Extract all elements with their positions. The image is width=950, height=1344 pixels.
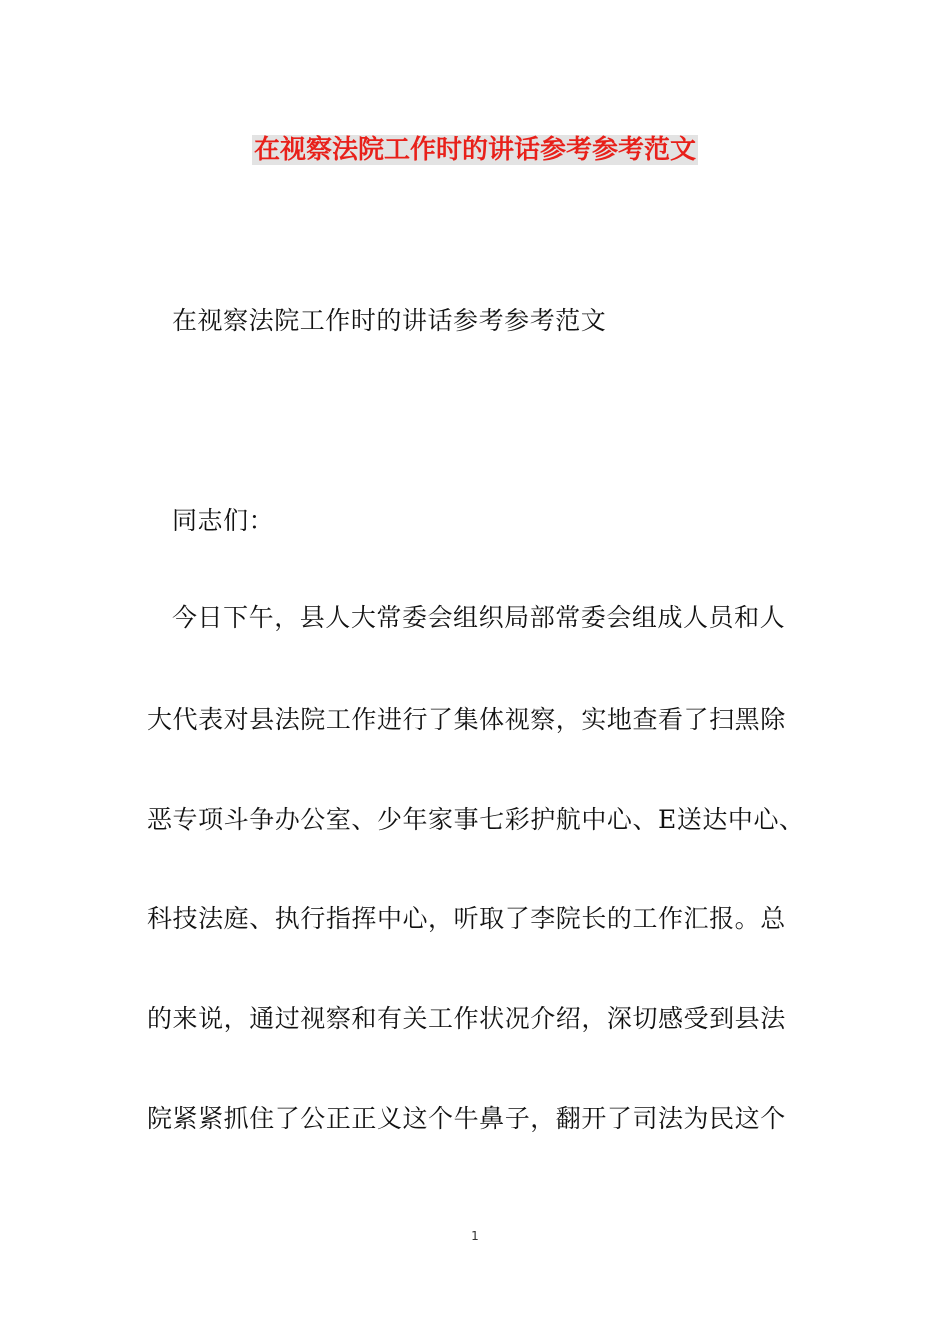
body-line-6: 院紧紧抓住了公正正义这个牛鼻子，翻开了司法为民这个 <box>147 1104 786 1133</box>
salutation: 同志们： <box>172 506 275 535</box>
document-title <box>0 130 950 170</box>
body-line-1: 今日下午，县人大常委会组织局部常委会组成人员和人 <box>172 603 786 632</box>
body-line-5: 的来说，通过视察和有关工作状况介绍，深切感受到县法 <box>147 1004 786 1033</box>
document-title-text: 在视察法院工作时的讲话参考参考范文 <box>253 135 696 165</box>
page-number: 1 <box>471 1229 479 1243</box>
body-line-4: 科技法庭、执行指挥中心，听取了李院长的工作汇报。总 <box>147 904 786 933</box>
document-subtitle: 在视察法院工作时的讲话参考参考范文 <box>172 306 607 335</box>
body-line-2: 大代表对县法院工作进行了集体视察，实地查看了扫黑除 <box>147 705 786 734</box>
body-line-3: 恶专项斗争办公室、少年家事七彩护航中心、E送达中心、 <box>147 805 805 834</box>
